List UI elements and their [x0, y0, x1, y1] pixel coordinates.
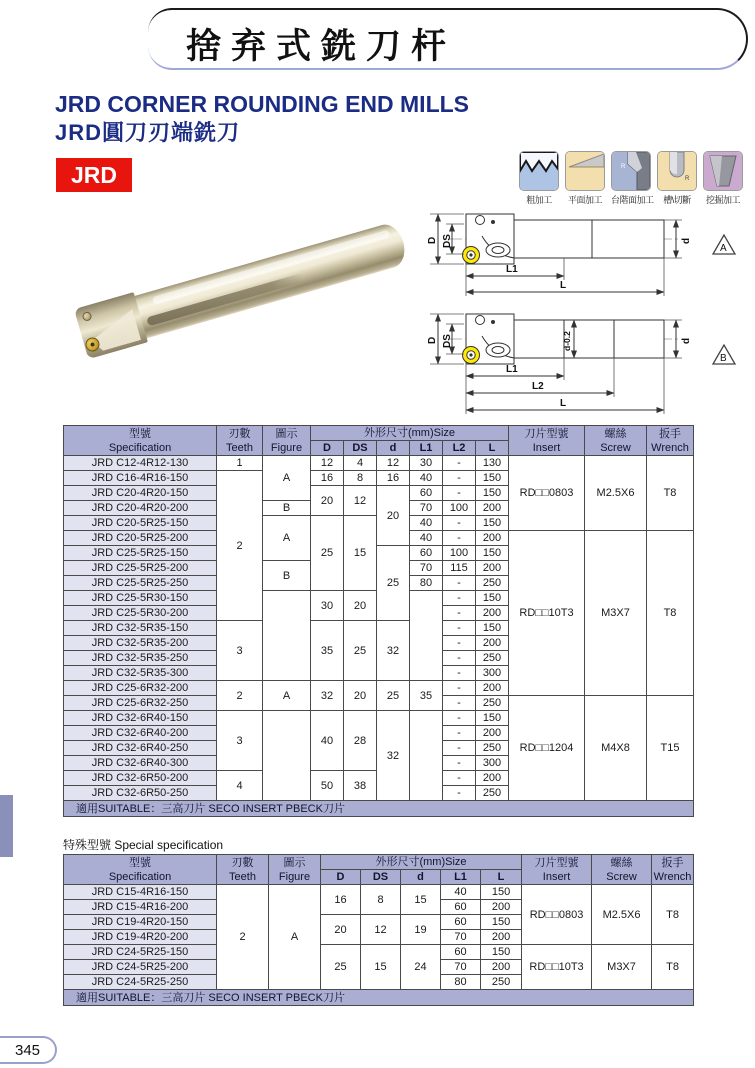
rough-machining-icon: [519, 151, 559, 191]
data-cell: M3X7: [585, 531, 647, 696]
data-cell: 70: [441, 960, 481, 975]
svg-text:R: R: [621, 164, 626, 170]
dim-label-L: L: [560, 280, 567, 291]
data-cell: -: [443, 591, 476, 606]
spec-cell: JRD C20-5R25-150: [64, 516, 217, 531]
dim-label-d-minus: d-0.2: [562, 331, 572, 351]
data-cell: 250: [481, 975, 522, 990]
pocket-machining-icon: [703, 151, 743, 191]
icon-label: 粗加工: [526, 195, 552, 205]
data-cell: RD□□10T3: [522, 945, 592, 990]
data-cell: 60: [441, 945, 481, 960]
data-cell: M2.5X6: [592, 885, 652, 945]
view-marker-a: A: [720, 243, 727, 254]
spec-cell: JRD C20-4R20-150: [64, 486, 217, 501]
data-cell: 200: [481, 960, 522, 975]
data-cell: 150: [481, 885, 522, 900]
data-cell: -: [443, 576, 476, 591]
data-cell: 4: [344, 456, 377, 471]
spec-cell: JRD C25-5R30-150: [64, 591, 217, 606]
data-cell: 12: [311, 456, 344, 471]
thumb-index-tab: [0, 795, 13, 857]
spec-cell: JRD C32-6R40-300: [64, 756, 217, 771]
data-cell: 12: [377, 456, 410, 471]
data-cell: 25: [377, 681, 410, 711]
data-cell: 1: [217, 456, 263, 471]
col-header-teeth: 刃數 Teeth: [217, 855, 269, 885]
spec-cell: JRD C12-4R12-130: [64, 456, 217, 471]
data-cell: 2: [217, 885, 269, 990]
col-header-screw: 螺絲 Screw: [585, 426, 647, 456]
data-cell: 200: [476, 681, 509, 696]
data-cell: 20: [321, 915, 361, 945]
data-cell: 8: [361, 885, 401, 915]
data-cell: 100: [443, 546, 476, 561]
dim-label-d: d: [681, 237, 692, 244]
col-header-DS: DS: [361, 870, 401, 885]
spec-cell: JRD C25-5R25-200: [64, 561, 217, 576]
spec-cell: JRD C24-5R25-150: [64, 945, 217, 960]
diagram-a: [424, 198, 754, 302]
data-cell: 250: [476, 786, 509, 801]
dim-label-d: d: [681, 337, 692, 344]
icon-label: 槽\切斷: [663, 195, 691, 205]
spec-cell: JRD C25-5R25-150: [64, 546, 217, 561]
data-cell: 30: [410, 456, 443, 471]
data-cell: T8: [647, 456, 694, 531]
spec-cell: JRD C32-6R50-250: [64, 786, 217, 801]
data-cell: RD□□0803: [509, 456, 585, 531]
data-cell: 70: [410, 501, 443, 516]
data-cell: -: [443, 756, 476, 771]
data-cell: 16: [321, 885, 361, 915]
note-row: [64, 801, 694, 817]
spec-cell: JRD C32-5R35-300: [64, 666, 217, 681]
dim-label-DS: DS: [442, 334, 453, 348]
data-cell: 40: [410, 531, 443, 546]
data-cell: RD□□10T3: [509, 531, 585, 696]
data-cell: 50: [311, 771, 344, 801]
data-cell: -: [443, 741, 476, 756]
data-cell: -: [443, 651, 476, 666]
col-header-L1: L1: [410, 441, 443, 456]
col-header-size-group: 外形尺寸(mm)Size: [321, 855, 522, 870]
data-cell: 115: [443, 561, 476, 576]
data-cell: 12: [361, 915, 401, 945]
data-cell: 200: [476, 636, 509, 651]
data-cell: 130: [476, 456, 509, 471]
view-marker-b: B: [720, 353, 727, 364]
col-header-insert: 刀片型號 Insert: [509, 426, 585, 456]
col-header-L1: L1: [441, 870, 481, 885]
data-cell: A: [263, 456, 311, 501]
spec-cell: JRD C20-5R25-200: [64, 531, 217, 546]
header-row: [64, 855, 694, 870]
data-cell: -: [443, 636, 476, 651]
face-machining-icon: [565, 151, 605, 191]
spec-cell: JRD C25-5R30-200: [64, 606, 217, 621]
data-cell: 200: [476, 771, 509, 786]
data-cell: 15: [361, 945, 401, 990]
end-mill-image: [74, 217, 411, 361]
data-cell: 24: [401, 945, 441, 990]
col-header-DS: DS: [344, 441, 377, 456]
main-spec-table: [63, 425, 693, 817]
data-cell: 35: [311, 621, 344, 681]
data-cell: 200: [476, 531, 509, 546]
data-cell: 2: [217, 471, 263, 621]
col-header-spec: 型號 Specification: [64, 426, 217, 456]
data-cell: 20: [311, 486, 344, 516]
data-cell: 15: [344, 516, 377, 591]
spec-cell: JRD C25-5R25-250: [64, 576, 217, 591]
col-header-size-group: 外形尺寸(mm)Size: [311, 426, 509, 441]
data-cell: B: [263, 561, 311, 591]
spec-cell: JRD C24-5R25-250: [64, 975, 217, 990]
spec-cell: JRD C32-6R50-200: [64, 771, 217, 786]
data-cell: [410, 591, 443, 681]
data-cell: RD□□0803: [522, 885, 592, 945]
table-row: [64, 456, 694, 471]
data-cell: 15: [401, 885, 441, 915]
insert-icon: [81, 311, 92, 322]
icon-label: 平面加工: [567, 195, 602, 205]
data-cell: 250: [476, 576, 509, 591]
page-number: 345: [0, 1036, 57, 1064]
data-cell: 80: [441, 975, 481, 990]
data-cell: M3X7: [592, 945, 652, 990]
spec-cell: JRD C32-6R40-200: [64, 726, 217, 741]
spec-cell: JRD C32-5R35-150: [64, 621, 217, 636]
data-cell: 4: [217, 771, 263, 801]
data-cell: 200: [476, 726, 509, 741]
note-row: [64, 990, 694, 1006]
data-cell: M4X8: [585, 696, 647, 801]
col-header-d: d: [401, 870, 441, 885]
data-cell: A: [263, 681, 311, 711]
data-cell: -: [443, 486, 476, 501]
data-cell: 2: [217, 681, 263, 711]
data-cell: -: [443, 621, 476, 636]
table-row: [64, 945, 694, 960]
title-banner: [148, 8, 748, 70]
data-cell: M2.5X6: [585, 456, 647, 531]
data-cell: 60: [441, 915, 481, 930]
spec-cell: JRD C20-4R20-200: [64, 501, 217, 516]
icon-label: 挖掘加工: [705, 195, 740, 205]
data-cell: 80: [410, 576, 443, 591]
data-cell: 8: [344, 471, 377, 486]
special-table-body: [64, 885, 694, 990]
dim-label-L2: L2: [532, 381, 544, 392]
data-cell: 300: [476, 756, 509, 771]
data-cell: 25: [321, 945, 361, 990]
data-cell: -: [443, 681, 476, 696]
spec-cell: JRD C16-4R16-150: [64, 471, 217, 486]
data-cell: 150: [476, 711, 509, 726]
main-table-body: [64, 456, 694, 801]
data-cell: 200: [481, 930, 522, 945]
step-face-machining-icon: [611, 151, 651, 191]
data-cell: -: [443, 471, 476, 486]
data-cell: 150: [476, 486, 509, 501]
spec-cell: JRD C32-5R35-200: [64, 636, 217, 651]
data-cell: 20: [344, 681, 377, 711]
col-header-d: d: [377, 441, 410, 456]
heading-chinese: JRD圓刀刃端銑刀: [55, 120, 241, 145]
spec-cell: JRD C15-4R16-200: [64, 900, 217, 915]
data-cell: 250: [476, 741, 509, 756]
data-cell: [263, 711, 311, 801]
data-cell: 60: [410, 486, 443, 501]
data-cell: 20: [344, 591, 377, 621]
data-cell: A: [263, 516, 311, 561]
col-header-insert: 刀片型號 Insert: [522, 855, 592, 885]
spec-cell: JRD C25-6R32-200: [64, 681, 217, 696]
data-cell: 200: [476, 606, 509, 621]
data-cell: -: [443, 516, 476, 531]
data-cell: 200: [481, 900, 522, 915]
svg-text:R: R: [685, 176, 690, 182]
spec-cell: JRD C32-6R40-250: [64, 741, 217, 756]
col-header-L2: L2: [443, 441, 476, 456]
dim-label-L1: L1: [506, 364, 518, 375]
data-cell: 3: [217, 621, 263, 681]
col-header-wrench: 扳手 Wrench: [647, 426, 694, 456]
data-cell: 40: [441, 885, 481, 900]
data-cell: -: [443, 696, 476, 711]
spec-cell: JRD C24-5R25-200: [64, 960, 217, 975]
data-cell: 20: [377, 486, 410, 546]
data-cell: 12: [344, 486, 377, 516]
data-cell: 25: [344, 621, 377, 681]
data-cell: 70: [410, 561, 443, 576]
data-cell: 40: [410, 516, 443, 531]
dim-label-DS: DS: [442, 234, 453, 248]
col-header-L: L: [481, 870, 522, 885]
header-row: [64, 426, 694, 441]
data-cell: 38: [344, 771, 377, 801]
data-cell: 300: [476, 666, 509, 681]
data-cell: 32: [377, 621, 410, 681]
col-header-teeth: 刃數 Teeth: [217, 426, 263, 456]
spec-cell: JRD C15-4R16-150: [64, 885, 217, 900]
spec-cell: JRD C32-6R40-150: [64, 711, 217, 726]
data-cell: 150: [476, 591, 509, 606]
data-cell: -: [443, 606, 476, 621]
data-cell: 100: [443, 501, 476, 516]
data-cell: 35: [410, 681, 443, 711]
data-cell: 60: [441, 900, 481, 915]
data-cell: 32: [311, 681, 344, 711]
data-cell: 25: [377, 546, 410, 621]
data-cell: RD□□1204: [509, 696, 585, 801]
data-cell: 16: [311, 471, 344, 486]
data-cell: 150: [476, 516, 509, 531]
col-header-D: D: [321, 870, 361, 885]
icon-label: 台階面加工: [611, 195, 654, 205]
dim-label-L: L: [560, 398, 567, 409]
spec-cell: JRD C19-4R20-150: [64, 915, 217, 930]
col-header-L: L: [476, 441, 509, 456]
data-cell: 40: [311, 711, 344, 771]
data-cell: T8: [647, 531, 694, 696]
data-cell: 25: [311, 516, 344, 591]
special-spec-table: [63, 854, 693, 1006]
dim-label-D: D: [427, 336, 438, 344]
heading-english: JRD CORNER ROUNDING END MILLS: [55, 91, 470, 117]
col-header-screw: 螺絲 Screw: [592, 855, 652, 885]
data-cell: T8: [652, 885, 694, 945]
data-cell: 150: [476, 546, 509, 561]
data-cell: 250: [476, 696, 509, 711]
data-cell: 150: [476, 621, 509, 636]
data-cell: [263, 591, 311, 681]
data-cell: -: [443, 771, 476, 786]
col-header-spec: 型號 Specification: [64, 855, 217, 885]
special-table-label: 特殊型號 Special specification: [63, 838, 224, 852]
data-cell: 200: [476, 561, 509, 576]
col-header-figure: 圖示 Figure: [269, 855, 321, 885]
data-cell: 32: [377, 711, 410, 801]
page-title: 捨弃式銑刀杆: [186, 27, 457, 66]
data-cell: 40: [410, 471, 443, 486]
data-cell: 70: [441, 930, 481, 945]
col-header-wrench: 扳手 Wrench: [652, 855, 694, 885]
data-cell: 200: [476, 501, 509, 516]
data-cell: -: [443, 726, 476, 741]
data-cell: -: [443, 711, 476, 726]
data-cell: B: [263, 501, 311, 516]
suitable-note: 適用SUITABLE：三高刀片 SECO INSERT PBECK刀片: [64, 801, 694, 817]
data-cell: -: [443, 666, 476, 681]
data-cell: -: [443, 456, 476, 471]
data-cell: -: [443, 786, 476, 801]
data-cell: 60: [410, 546, 443, 561]
dim-label-L1: L1: [506, 264, 518, 275]
data-cell: A: [269, 885, 321, 990]
data-cell: 250: [476, 651, 509, 666]
tool-shank: [129, 221, 409, 340]
suitable-note: 適用SUITABLE：三高刀片 SECO INSERT PBECK刀片: [64, 990, 694, 1006]
data-cell: 150: [481, 915, 522, 930]
data-cell: 28: [344, 711, 377, 771]
data-cell: T15: [647, 696, 694, 801]
dim-label-D: D: [427, 236, 438, 244]
data-cell: 19: [401, 915, 441, 945]
spec-cell: JRD C25-6R32-250: [64, 696, 217, 711]
data-cell: T8: [652, 945, 694, 990]
data-cell: 16: [377, 471, 410, 486]
product-photo: [70, 210, 420, 370]
data-cell: -: [443, 531, 476, 546]
data-cell: [410, 711, 443, 801]
spec-cell: JRD C19-4R20-200: [64, 930, 217, 945]
series-badge: JRD: [56, 158, 132, 192]
data-cell: 30: [311, 591, 344, 621]
slot-cutoff-icon: [657, 151, 697, 191]
data-cell: 150: [476, 471, 509, 486]
data-cell: 150: [481, 945, 522, 960]
spec-cell: JRD C32-5R35-250: [64, 651, 217, 666]
col-header-D: D: [311, 441, 344, 456]
diagram-b: [424, 298, 754, 418]
table-row: [64, 885, 694, 900]
data-cell: 3: [217, 711, 263, 771]
col-header-figure: 圖示 Figure: [263, 426, 311, 456]
